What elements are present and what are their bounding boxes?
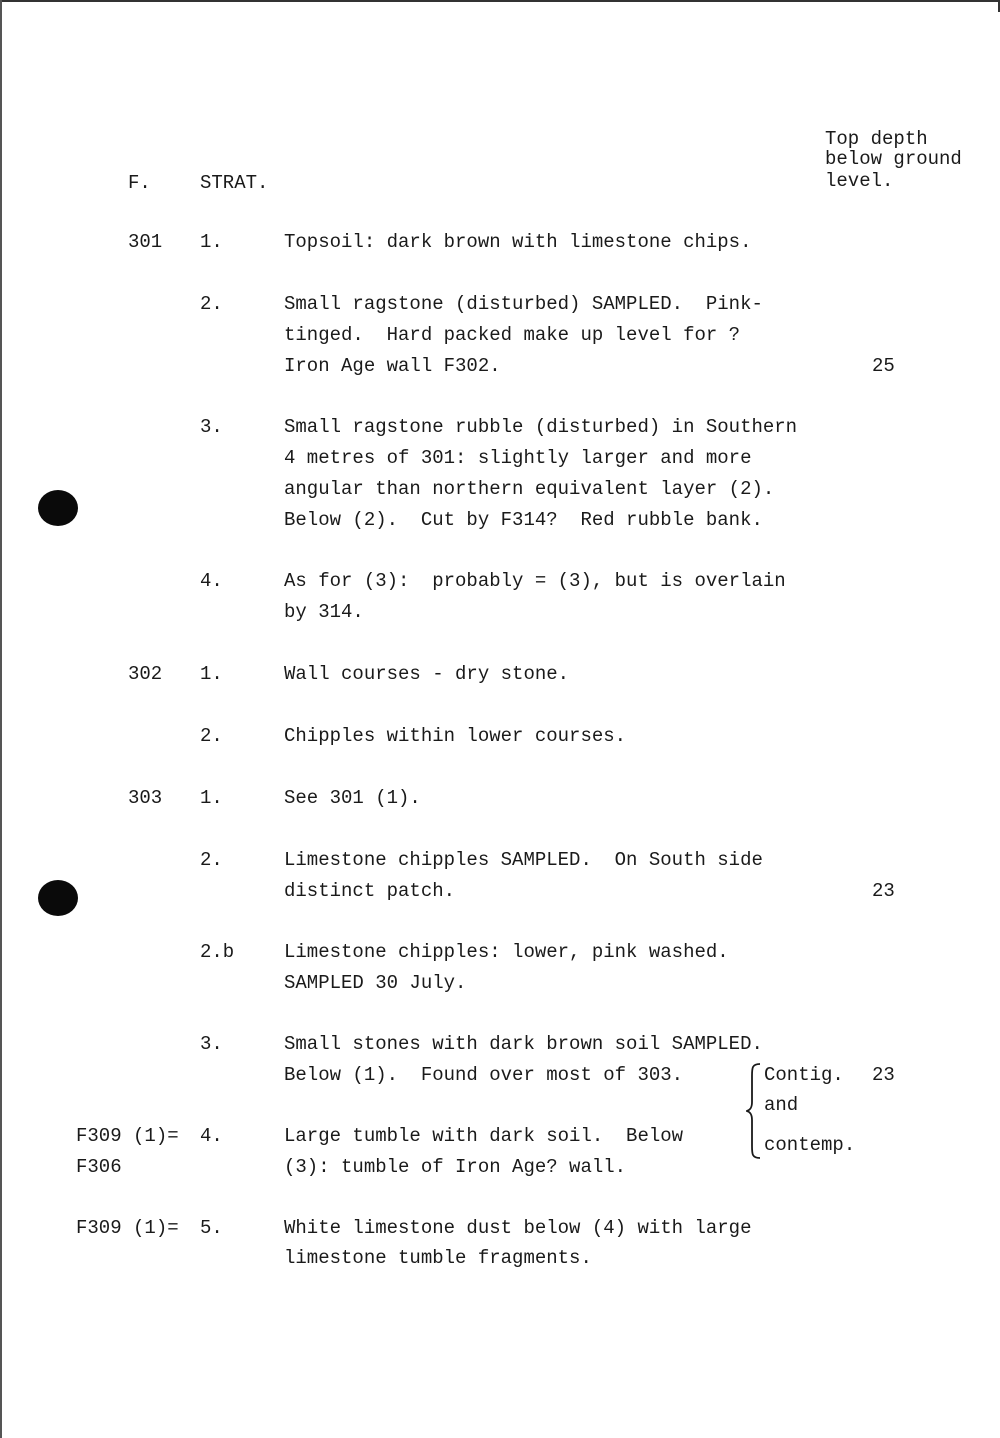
description-line: SAMPLED 30 July. (284, 972, 467, 994)
feature-number: 301 (128, 231, 163, 253)
strat-number: 1. (200, 231, 223, 253)
strat-number: 1. (200, 787, 223, 809)
strat-number: 3. (200, 416, 223, 438)
strat-number: 2. (200, 849, 223, 871)
description-line: Below (1). Found over most of 303. (284, 1064, 684, 1086)
description-line: Small stones with dark brown soil SAMPLED. (284, 1033, 763, 1055)
description-line: Below (2). Cut by F314? Red rubble bank. (284, 509, 763, 531)
punch-hole (38, 490, 78, 526)
feature-number: F306 (76, 1156, 122, 1178)
description-line: Limestone chipples: lower, pink washed. (284, 941, 729, 963)
page-edge-left (0, 0, 2, 1438)
feature-number: F309 (1)= (76, 1217, 179, 1239)
header-depth-2: below ground (825, 148, 962, 170)
description-line: Small ragstone rubble (disturbed) in Southern (284, 416, 798, 438)
description-line: by 314. (284, 601, 364, 623)
description-line: See 301 (1). (284, 787, 421, 809)
description-line: angular than northern equivalent layer (2). (284, 478, 775, 500)
page-corner (984, 0, 1000, 12)
punch-hole (38, 880, 78, 916)
description-line: Small ragstone (disturbed) SAMPLED. Pink- (284, 293, 763, 315)
header-depth-3: level. (825, 170, 894, 192)
curly-brace-icon (746, 1062, 762, 1160)
header-strat: STRAT. (200, 172, 269, 194)
strat-number: 2.b (200, 941, 235, 963)
feature-number: F309 (1)= (76, 1125, 179, 1147)
strat-number: 2. (200, 725, 223, 747)
description-line: As for (3): probably = (3), but is overlain (284, 570, 786, 592)
description-line: limestone tumble fragments. (284, 1247, 592, 1269)
depth-value: 25 (872, 355, 895, 377)
page-edge (0, 0, 1000, 2)
description-line: Topsoil: dark brown with limestone chips. (284, 231, 752, 253)
header-f: F. (128, 172, 151, 194)
feature-number: 302 (128, 663, 163, 685)
strat-number: 4. (200, 1125, 223, 1147)
depth-value: 23 (872, 880, 895, 902)
description-line: Chipples within lower courses. (284, 725, 627, 747)
description-line: Iron Age wall F302. (284, 355, 501, 377)
strat-number: 2. (200, 293, 223, 315)
strat-number: 5. (200, 1217, 223, 1239)
bracket-note: and (764, 1094, 799, 1116)
strat-number: 4. (200, 570, 223, 592)
description-line: distinct patch. (284, 880, 456, 902)
header-depth-1: Top depth (825, 128, 928, 150)
description-line: tinged. Hard packed make up level for ? (284, 324, 741, 346)
bracket-note: Contig. (764, 1064, 844, 1086)
feature-number: 303 (128, 787, 163, 809)
description-line: White limestone dust below (4) with large (284, 1217, 752, 1239)
description-line: Wall courses - dry stone. (284, 663, 570, 685)
description-line: Limestone chipples SAMPLED. On South side (284, 849, 763, 871)
strat-number: 1. (200, 663, 223, 685)
depth-value: 23 (872, 1064, 895, 1086)
description-line: 4 metres of 301: slightly larger and more (284, 447, 752, 469)
strat-number: 3. (200, 1033, 223, 1055)
bracket-note: contemp. (764, 1134, 856, 1156)
description-line: Large tumble with dark soil. Below (284, 1125, 684, 1147)
description-line: (3): tumble of Iron Age? wall. (284, 1156, 627, 1178)
